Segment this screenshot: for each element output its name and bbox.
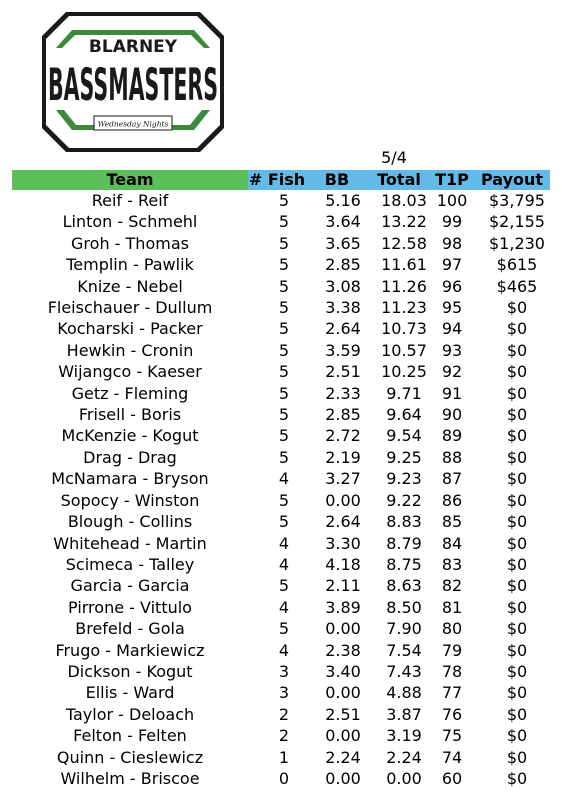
- payout-cell: $0: [506, 683, 528, 703]
- team-name-cell: Brefeld - Gola: [75, 619, 185, 639]
- big-bass-cell: 4.18: [325, 554, 361, 574]
- big-bass-cell: 2.64: [325, 512, 361, 532]
- t1p-points-cell: 86: [441, 490, 463, 510]
- t1p-points-cell: 96: [441, 276, 463, 296]
- team-name-cell: Templin - Pawlik: [66, 255, 194, 275]
- payout-cell: $0: [506, 405, 528, 425]
- big-bass-cell: 3.59: [325, 340, 361, 360]
- fish-count-cell: 5: [278, 212, 290, 232]
- total-weight-cell: 7.43: [386, 661, 422, 681]
- team-name-cell: Felton - Felten: [73, 726, 187, 746]
- table-body: [12, 190, 550, 789]
- table-row: [12, 340, 550, 361]
- payout-cell: $0: [506, 340, 528, 360]
- payout-cell: $0: [506, 704, 528, 724]
- big-bass-cell: 2.72: [325, 426, 361, 446]
- payout-cell: $0: [506, 576, 528, 596]
- fish-count-cell: 2: [278, 726, 290, 746]
- big-bass-cell: 0.00: [325, 619, 361, 639]
- fish-count-cell: 5: [278, 319, 290, 339]
- fish-count-cell: 5: [278, 447, 290, 467]
- t1p-points-cell: 80: [441, 619, 463, 639]
- big-bass-cell: 2.85: [325, 255, 361, 275]
- t1p-points-cell: 83: [441, 554, 463, 574]
- logo-line2: BASSMASTERS: [47, 60, 219, 112]
- payout-cell: $0: [506, 554, 528, 574]
- total-weight-cell: 12.58: [381, 233, 427, 253]
- t1p-points-cell: 75: [441, 726, 463, 746]
- total-weight-cell: 10.57: [381, 340, 427, 360]
- team-name-cell: Sopocy - Winston: [60, 490, 200, 510]
- payout-cell: $0: [506, 426, 528, 446]
- t1p-points-cell: 100: [436, 191, 468, 210]
- total-weight-cell: 8.63: [386, 576, 422, 596]
- t1p-points-cell: 93: [441, 340, 463, 360]
- team-name-cell: Drag - Drag: [83, 447, 177, 467]
- team-name-cell: Linton - Schmehl: [62, 212, 198, 232]
- table-row: [12, 468, 550, 489]
- t1p-points-cell: 84: [441, 533, 463, 553]
- table-row: [12, 640, 550, 661]
- fish-count-cell: 5: [278, 405, 290, 425]
- payout-cell: $0: [506, 661, 528, 681]
- big-bass-cell: 3.64: [325, 212, 361, 232]
- t1p-points-cell: 78: [441, 661, 463, 681]
- team-name-cell: Knize - Nebel: [77, 276, 183, 296]
- big-bass-cell: 2.51: [325, 704, 361, 724]
- table-row: [12, 318, 550, 339]
- total-weight-cell: 8.75: [386, 554, 422, 574]
- fish-count-cell: 3: [278, 661, 290, 681]
- payout-cell: $0: [506, 726, 528, 746]
- big-bass-cell: 3.65: [325, 233, 361, 253]
- table-row: [12, 747, 550, 768]
- payout-cell: $1,230: [489, 233, 545, 253]
- fish-count-cell: 5: [278, 619, 290, 639]
- big-bass-cell: 2.51: [325, 362, 361, 382]
- total-weight-cell: 3.87: [386, 704, 422, 724]
- t1p-points-cell: 74: [441, 747, 463, 767]
- t1p-points-cell: 76: [441, 704, 463, 724]
- table-row: [12, 254, 550, 275]
- column-header-t1p: T1P: [430, 170, 474, 190]
- big-bass-cell: 3.27: [325, 469, 361, 489]
- big-bass-cell: 2.33: [325, 383, 361, 403]
- team-name-cell: Quinn - Cieslewicz: [56, 747, 204, 767]
- payout-cell: $0: [506, 597, 528, 617]
- team-name-cell: Wijangco - Kaeser: [58, 362, 202, 382]
- table-header-row: [12, 170, 550, 190]
- t1p-points-cell: 60: [441, 768, 463, 788]
- table-row: [12, 233, 550, 254]
- t1p-points-cell: 97: [441, 255, 463, 275]
- team-name-cell: Blough - Collins: [67, 512, 193, 532]
- payout-cell: $615: [496, 255, 538, 275]
- team-name-cell: Garcia - Garcia: [70, 576, 190, 596]
- team-name-cell: Getz - Fleming: [71, 383, 189, 403]
- table-row: [12, 704, 550, 725]
- total-weight-cell: 8.83: [386, 512, 422, 532]
- table-row: [12, 575, 550, 596]
- table-row: [12, 725, 550, 746]
- fish-count-cell: 5: [278, 362, 290, 382]
- payout-cell: $0: [506, 533, 528, 553]
- fish-count-cell: 5: [278, 298, 290, 318]
- total-weight-cell: 3.19: [386, 726, 422, 746]
- fish-count-cell: 5: [278, 490, 290, 510]
- fish-count-cell: 5: [278, 276, 290, 296]
- table-row: [12, 383, 550, 404]
- big-bass-cell: 2.38: [325, 640, 361, 660]
- logo-tagline: Wednesday Nights: [97, 119, 169, 129]
- big-bass-cell: 0.00: [325, 683, 361, 703]
- table-row: [12, 190, 550, 211]
- big-bass-cell: 0.00: [325, 490, 361, 510]
- table-row: [12, 682, 550, 703]
- fish-count-cell: 5: [278, 576, 290, 596]
- table-row: [12, 618, 550, 639]
- payout-cell: $2,155: [489, 212, 545, 232]
- column-header-fish: # Fish: [248, 170, 306, 189]
- big-bass-cell: 2.64: [325, 319, 361, 339]
- total-weight-cell: 9.71: [386, 383, 422, 403]
- results-table: [12, 170, 550, 789]
- total-weight-cell: 11.26: [381, 276, 427, 296]
- column-header-bb: BB: [306, 170, 368, 190]
- payout-cell: $0: [506, 640, 528, 660]
- total-weight-cell: 10.73: [381, 319, 427, 339]
- total-weight-cell: 9.54: [386, 426, 422, 446]
- team-name-cell: Taylor - Deloach: [65, 704, 195, 724]
- team-name-cell: Kocharski - Packer: [57, 319, 203, 339]
- table-row: [12, 404, 550, 425]
- big-bass-cell: 3.38: [325, 298, 361, 318]
- table-row: [12, 211, 550, 232]
- fish-count-cell: 5: [278, 255, 290, 275]
- column-header-total: Total: [368, 170, 430, 190]
- total-weight-cell: 8.50: [386, 597, 422, 617]
- fish-count-cell: 5: [278, 426, 290, 446]
- table-row: [12, 511, 550, 532]
- payout-cell: $0: [506, 619, 528, 639]
- table-row: [12, 447, 550, 468]
- t1p-points-cell: 82: [441, 576, 463, 596]
- total-weight-cell: 10.25: [381, 362, 427, 382]
- payout-cell: $0: [506, 469, 528, 489]
- payout-cell: $0: [506, 447, 528, 467]
- t1p-points-cell: 89: [441, 426, 463, 446]
- payout-cell: $3,795: [489, 191, 545, 210]
- big-bass-cell: 0.00: [325, 726, 361, 746]
- t1p-points-cell: 79: [441, 640, 463, 660]
- team-name-cell: McNamara - Bryson: [51, 469, 209, 489]
- logo-line1: BLARNEY: [88, 37, 178, 57]
- t1p-points-cell: 99: [441, 212, 463, 232]
- team-name-cell: Hewkin - Cronin: [66, 340, 194, 360]
- column-header-team: Team: [106, 170, 154, 189]
- team-name-cell: Scimeca - Talley: [65, 554, 195, 574]
- table-row: [12, 276, 550, 297]
- payout-cell: $0: [506, 319, 528, 339]
- big-bass-cell: 2.24: [325, 747, 361, 767]
- big-bass-cell: 0.00: [325, 768, 361, 788]
- table-row: [12, 768, 550, 789]
- club-logo: [38, 8, 228, 156]
- total-weight-cell: 0.00: [386, 768, 422, 788]
- table-row: [12, 597, 550, 618]
- table-row: [12, 554, 550, 575]
- t1p-points-cell: 98: [441, 233, 463, 253]
- team-name-cell: Dickson - Kogut: [67, 661, 193, 681]
- fish-count-cell: 4: [278, 469, 290, 489]
- payout-cell: $0: [506, 490, 528, 510]
- fish-count-cell: 4: [278, 554, 290, 574]
- total-weight-cell: 18.03: [381, 191, 427, 210]
- big-bass-cell: 2.85: [325, 405, 361, 425]
- total-weight-cell: 11.61: [381, 255, 427, 275]
- big-bass-cell: 3.89: [325, 597, 361, 617]
- fish-count-cell: 5: [278, 340, 290, 360]
- t1p-points-cell: 87: [441, 469, 463, 489]
- payout-cell: $0: [506, 362, 528, 382]
- t1p-points-cell: 91: [441, 383, 463, 403]
- payout-cell: $0: [506, 512, 528, 532]
- team-name-cell: Frugo - Markiewicz: [55, 640, 205, 660]
- big-bass-cell: 5.16: [325, 191, 361, 210]
- payout-cell: $0: [506, 768, 528, 788]
- payout-cell: $0: [506, 298, 528, 318]
- fish-count-cell: 4: [278, 597, 290, 617]
- payout-cell: $465: [496, 276, 538, 296]
- fish-count-cell: 0: [278, 768, 290, 788]
- payout-cell: $0: [506, 383, 528, 403]
- t1p-points-cell: 90: [441, 405, 463, 425]
- t1p-points-cell: 94: [441, 319, 463, 339]
- t1p-points-cell: 77: [441, 683, 463, 703]
- big-bass-cell: 3.08: [325, 276, 361, 296]
- total-weight-cell: 9.22: [386, 490, 422, 510]
- team-name-cell: Groh - Thomas: [71, 233, 189, 253]
- team-name-cell: Pirrone - Vittulo: [68, 597, 192, 617]
- big-bass-cell: 3.40: [325, 661, 361, 681]
- total-weight-cell: 9.23: [386, 469, 422, 489]
- team-name-cell: Wilhelm - Briscoe: [60, 768, 200, 788]
- fish-count-cell: 5: [278, 191, 290, 210]
- t1p-points-cell: 95: [441, 298, 463, 318]
- total-weight-cell: 9.25: [386, 447, 422, 467]
- fish-count-cell: 2: [278, 704, 290, 724]
- fish-count-cell: 4: [278, 533, 290, 553]
- fish-count-cell: 1: [278, 747, 290, 767]
- team-name-cell: Fleischauer - Dullum: [47, 298, 213, 318]
- big-bass-cell: 2.19: [325, 447, 361, 467]
- table-row: [12, 661, 550, 682]
- table-row: [12, 425, 550, 446]
- team-name-cell: Frisell - Boris: [78, 405, 182, 425]
- table-row: [12, 533, 550, 554]
- total-weight-cell: 13.22: [381, 212, 427, 232]
- total-weight-cell: 9.64: [386, 405, 422, 425]
- fish-count-cell: 5: [278, 383, 290, 403]
- t1p-points-cell: 85: [441, 512, 463, 532]
- table-row: [12, 490, 550, 511]
- total-weight-cell: 2.24: [386, 747, 422, 767]
- fish-count-cell: 5: [278, 512, 290, 532]
- fish-count-cell: 3: [278, 683, 290, 703]
- total-weight-cell: 7.54: [386, 640, 422, 660]
- team-name-cell: Reif - Reif: [91, 191, 169, 210]
- team-name-cell: Ellis - Ward: [85, 683, 175, 703]
- table-row: [12, 361, 550, 382]
- big-bass-cell: 3.30: [325, 533, 361, 553]
- fish-count-cell: 5: [278, 233, 290, 253]
- big-bass-cell: 2.11: [325, 576, 361, 596]
- t1p-points-cell: 88: [441, 447, 463, 467]
- payout-cell: $0: [506, 747, 528, 767]
- event-date: 5/4: [381, 148, 407, 167]
- total-weight-cell: 4.88: [386, 683, 422, 703]
- team-name-cell: McKenzie - Kogut: [61, 426, 199, 446]
- t1p-points-cell: 81: [441, 597, 463, 617]
- team-name-cell: Whitehead - Martin: [53, 533, 207, 553]
- total-weight-cell: 11.23: [381, 298, 427, 318]
- column-header-payout: Payout: [474, 170, 550, 190]
- fish-count-cell: 4: [278, 640, 290, 660]
- t1p-points-cell: 92: [441, 362, 463, 382]
- total-weight-cell: 8.79: [386, 533, 422, 553]
- total-weight-cell: 7.90: [386, 619, 422, 639]
- table-row: [12, 297, 550, 318]
